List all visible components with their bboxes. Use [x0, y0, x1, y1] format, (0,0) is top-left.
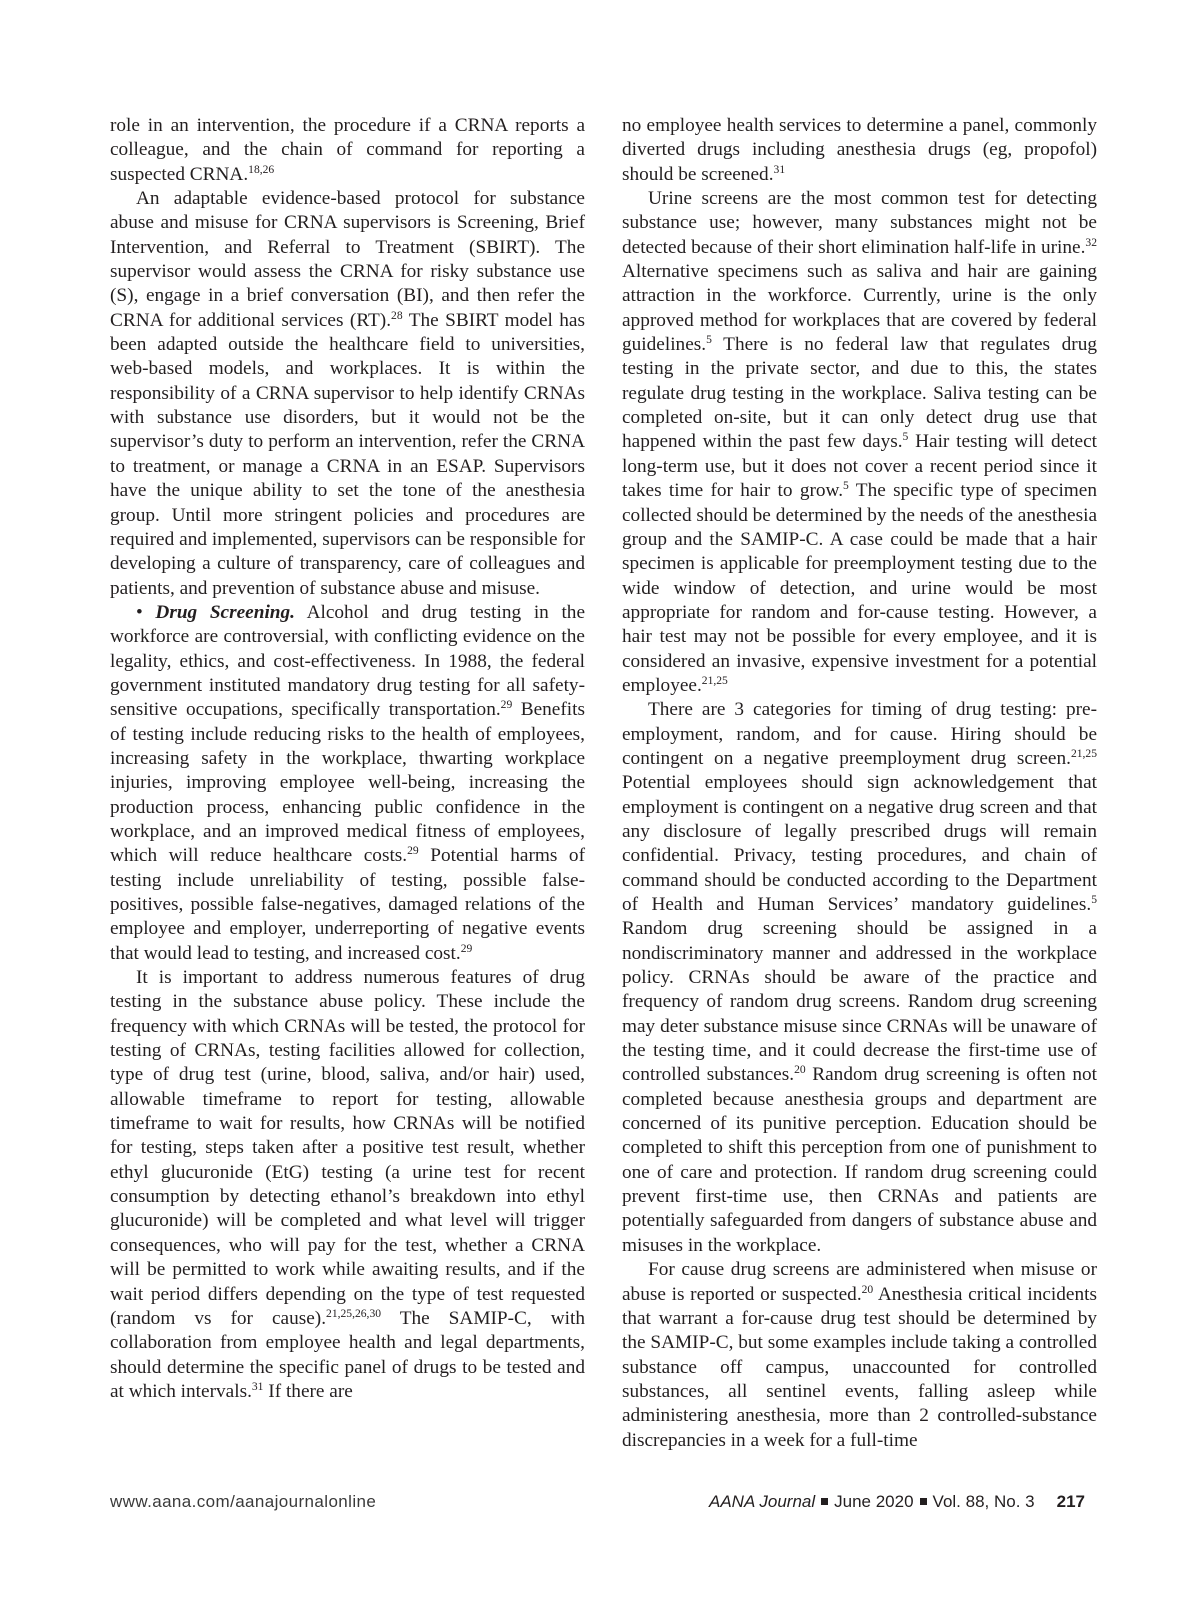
citation: 21,25,26,30	[326, 1306, 382, 1320]
paragraph: There are 3 categories for timing of drug testing: preemployment, random, and for cause. Hiring should be contingent on a negative preemployment drug screen.$^{21,25}$ Potential employees should sign acknowledgement that employment is contingent on a negative drug screen and that any disclosure of legally prescribed drugs will remain confidential. Privacy, testing procedures, and chain of command should be conducted according to the Department of Health and Human Services’ mandatory guidelines.$^5$ Random drug screening should be assigned in a nondiscriminatory manner and addressed in the workplace policy. CRNAs should be aware of the practice and frequency of random drug screens. Random drug screening may deter substance misuse since CRNAs will be unaware of the testing time, and it could decrease the first-time use of controlled substances.$^{20}$ Random drug screening is often not completed because anesthesia groups and department are concerned of its punitive perception. Education should be completed to shift this perception from one of punishment to one of care and protection. If random drug screening could prevent first-time use, then CRNAs and patients are potentially safeguarded from dangers of substance abuse and misuses in the workplace.	[622, 699, 1097, 1256]
citation: 28	[391, 308, 403, 322]
bullet: •	[136, 601, 143, 623]
footer-citation	[709, 1492, 1085, 1512]
square-bullet-icon	[821, 1498, 828, 1505]
citation: 20	[861, 1282, 874, 1296]
citation: 20	[794, 1063, 806, 1077]
citation: 5	[706, 333, 712, 347]
square-bullet-icon	[920, 1498, 927, 1505]
paragraph: • Drug Screening. Alcohol and drug testing in the workforce are controversial, with conflicting evidence on the legality, ethics, and cost-effectiveness. In 1988, the federal government instituted mandatory drug testing for all safety-sensitive occupations, specifically transportation.$^{29}$ Benefits of testing include reducing risks to the health of employees, increasing safety in the workplace, thwarting workplace injuries, improving employee well-being, increasing the production process, enhancing public confidence in the workplace, and an improved medical fitness of employees, which will reduce healthcare costs.$^{29}$ Potential harms of testing include unreliability of testing, possible false-positives, possible false-negatives, damaged relations of the employee and employer, underreporting of negative events that would lead to testing, and increased cost.$^{29}$	[110, 601, 585, 964]
paragraph: role in an intervention, the procedure if a CRNA reports a colleague, and the chain of command for reporting a suspected CRNA.$^{18,26}$	[110, 115, 585, 185]
right-column	[622, 114, 1097, 1453]
citation: 32	[1085, 235, 1097, 249]
citation: 21,25	[1070, 747, 1097, 760]
paragraph: It is important to address numerous features of drug testing in the substance abuse policy. These include the frequency with which CRNAs will be tested, the protocol for testing of CRNAs, testing facilities allowed for collection, type of drug test (urine, blood, saliva, and/or hair) used, allowable timeframe to report for testing, allowable timeframe to wait for results, how CRNAs will be notified for testing, steps taken after a positive test result, whether ethyl glucuronide (EtG) testing (a urine test for recent consumption by detecting ethanol’s breakdown into ethyl glucuronide) will be completed and what level will trigger consequences, who will pay for the test, whether a CRNA will be permitted to work while awaiting results, and if the wait period differs depending on the type of test requested (random vs for cause).$^{21,25,26,30}$ The SAMIP-C, with collaboration from employee health and legal departments, should determine the specific panel of drugs to be tested and at which intervals.$^{31}$ If there are	[110, 967, 585, 1402]
left-column	[110, 114, 585, 1404]
paragraph: For cause drug screens are administered when misuse or abuse is reported or suspected.$^{20}$ Anesthesia critical incidents that warrant a for-cause drug test should be determined by the SAMIP-C, but some examples include taking a controlled substance off campus, unaccounted for controlled substances, all sentinel events, falling asleep while administering anesthesia, more than 2 controlled-substance discrepancies in a week for a full-time	[622, 1259, 1097, 1451]
citation: 29	[500, 698, 513, 712]
citation: 29	[407, 844, 419, 858]
citation: 18,26	[248, 162, 275, 176]
citation: 21,25	[701, 673, 728, 687]
paragraph: no employee health services to determine a panel, commonly diverted drugs including anesthesia drugs (eg, propofol) should be screened.$^{31}$	[622, 115, 1097, 185]
citation: 5	[1091, 893, 1097, 907]
citation: 31	[773, 162, 786, 176]
citation: 31	[251, 1379, 264, 1393]
issue-date: June 2020	[834, 1492, 914, 1511]
citation: 29	[460, 941, 473, 955]
footer-url[interactable]: www.aana.com/aanajournalonline	[110, 1492, 377, 1511]
page-number: 217	[1056, 1492, 1085, 1511]
paragraph: An adaptable evidence-based protocol for substance abuse and misuse for CRNA supervisors is Screening, Brief Intervention, and Referral to Treatment (SBIRT). The supervisor would assess the CRNA for risky substance use (S), engage in a brief conversation (BI), and then refer the CRNA for additional services (RT).$^{28}$ The SBIRT model has been adapted outside the healthcare field to universities, web-based models, and workplaces. It is within the responsibility of a CRNA supervisor to help identify CRNAs with substance use disorders, but it would not be the supervisor’s duty to perform an intervention, refer the CRNA to treatment, or manage a CRNA in an ESAP. Supervisors have the unique ability to set the tone of the anesthesia group. Until more stringent policies and procedures are required and implemented, supervisors can be responsible for developing a culture of transparency, care of colleagues and patients, and prevention of substance abuse and misuse.	[110, 188, 585, 599]
citation: 5	[843, 479, 849, 493]
journal-name: AANA Journal	[708, 1492, 816, 1511]
volume-issue: Vol. 88, No. 3	[932, 1492, 1035, 1511]
paragraph: Urine screens are the most common test for detecting substance use; however, many substances might not be detected because of their short elimination half-life in urine.$^{32}$ Alternative specimens such as saliva and hair are gaining attraction in the workforce. Currently, urine is the only approved method for workplaces that are covered by federal guidelines.$^5$ There is no federal law that regulates drug testing in the private sector, and due to this, the states regulate drug testing in the workplace. Saliva testing can be completed on-site, but it can only detect drug use that happened within the past few days.$^5$ Hair testing will detect long-term use, but it does not cover a recent period since it takes time for hair to grow.$^5$ The specific type of specimen collected should be determined by the needs of the anesthesia group and the SAMIP-C. A case could be made that a hair specimen is applicable for preemployment testing due to the wide window of detection, and urine would be most appropriate for random and for-cause testing. However, a hair test may not be possible for every employee, and it is considered an invasive, expensive investment for a potential employee.$^{21,25}$	[622, 188, 1098, 696]
section-runin-heading: Drug Screening.	[155, 601, 295, 623]
citation: 5	[902, 430, 909, 444]
